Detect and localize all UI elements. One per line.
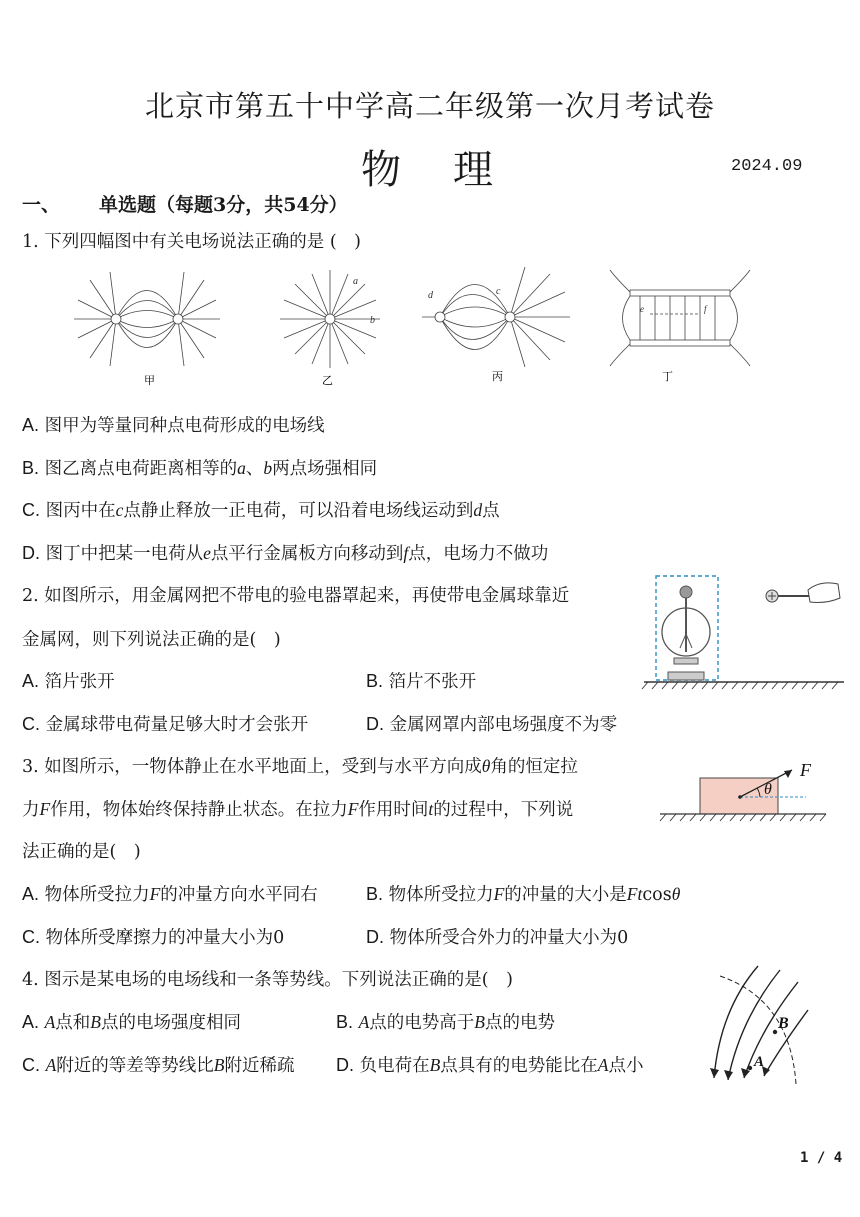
q3-option-c: C. 物体所受摩擦力的冲量大小为0 <box>22 927 285 948</box>
exam-date: 2024.09 <box>731 157 803 176</box>
figure-yi <box>280 270 380 368</box>
q3-option-b: B. 物体所受拉力F的冲量的大小是Ftcosθ <box>366 884 681 905</box>
label-b: b <box>370 315 375 326</box>
q2-option-c: C. 金属球带电荷量足够大时才会张开 <box>22 714 309 735</box>
q3-figure <box>656 756 836 828</box>
q4-option-c: C. A附近的等差等势线比B附近稀疏 <box>22 1055 295 1076</box>
section-number: 一、 <box>22 194 61 216</box>
label-f: f <box>704 304 707 314</box>
exam-title: 北京市第五十中学高二年级第一次月考试卷 <box>144 89 715 123</box>
q4-stem: 4. 图示是某电场的电场线和一条等势线。下列说法正确的是( ) <box>22 970 513 990</box>
q1-figure <box>60 262 760 392</box>
label-point-b: B <box>778 1015 789 1032</box>
q1-stem: 1. 下列四幅图中有关电场说法正确的是 ( ) <box>22 232 361 252</box>
q3-option-a: A. 物体所受拉力F的冲量方向水平同右 <box>22 884 318 905</box>
label-force: F <box>800 760 811 780</box>
q3-stem-line3: 法正确的是( ) <box>22 842 141 862</box>
label-c: c <box>496 286 501 297</box>
q2-option-a: A. 箔片张开 <box>22 671 115 692</box>
label-d: d <box>428 290 433 301</box>
q1-option-d: D. 图丁中把某一电荷从e点平行金属板方向移动到f点，电场力不做功 <box>22 543 549 564</box>
figure-jia <box>74 272 220 366</box>
q4-option-d: D. 负电荷在B点具有的电势能比在A点小 <box>336 1055 644 1076</box>
figure-bing <box>422 267 570 367</box>
section-heading <box>22 190 348 217</box>
q2-stem-line1: 2. 如图所示，用金属网把不带电的验电器罩起来，再使带电金属球靠近 <box>22 586 570 606</box>
caption-yi: 乙 <box>322 374 333 387</box>
q1-option-b: B. 图乙离点电荷距离相等的a、b两点场强相同 <box>22 458 378 479</box>
q4-option-a: A. A点和B点的电场强度相同 <box>22 1012 241 1033</box>
q3-stem-line1: 3. 如图所示，一物体静止在水平地面上，受到与水平方向成θ角的恒定拉 <box>22 756 578 777</box>
q2-option-d: D. 金属网罩内部电场强度不为零 <box>366 714 618 735</box>
q3-stem-line2: 力F作用，物体始终保持静止状态。在拉力F作用时间t的过程中，下列说 <box>22 799 574 820</box>
section-label: 单选题（每题3分，共54分） <box>99 194 348 216</box>
q2-figure <box>640 572 850 692</box>
label-e: e <box>640 304 644 314</box>
q2-option-b: B. 箔片不张开 <box>366 671 477 692</box>
hand-icon <box>808 583 840 603</box>
caption-ding: 丁 <box>662 370 673 383</box>
caption-bing: 丙 <box>492 370 503 383</box>
q1-option-a: A. 图甲为等量同种点电荷形成的电场线 <box>22 415 325 436</box>
q4-option-b: B. A点的电势高于B点的电势 <box>336 1012 555 1033</box>
subject-title: 物 理 <box>361 147 499 193</box>
q3-option-d: D. 物体所受合外力的冲量大小为0 <box>366 927 629 948</box>
label-theta: θ <box>764 781 772 798</box>
label-a: a <box>353 276 358 287</box>
q2-stem-line2: 金属网，则下列说法正确的是( ) <box>22 630 281 650</box>
q1-option-c: C. 图丙中在c点静止释放一正电荷，可以沿着电场线运动到d点 <box>22 500 500 521</box>
q4-figure <box>700 960 812 1086</box>
figure-ding <box>610 270 750 366</box>
caption-jia: 甲 <box>144 374 155 387</box>
label-point-a: A <box>754 1054 765 1070</box>
page-number: 1 / 4 <box>800 1150 843 1166</box>
